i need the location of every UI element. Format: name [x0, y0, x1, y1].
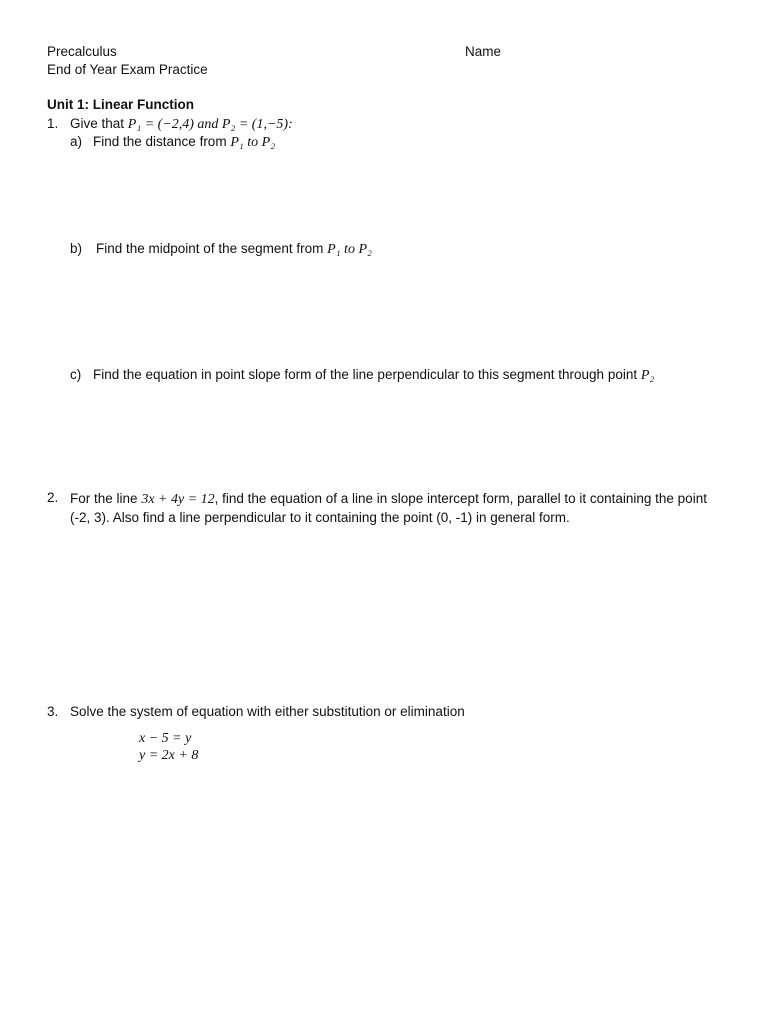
question-1c-label: c): [70, 367, 82, 382]
question-1a-label: a): [70, 134, 83, 149]
question-1-prompt: [70, 116, 293, 133]
question-2-math: 3x + 4y = 12: [141, 492, 215, 507]
question-1a-math: P₁ to P₂: [230, 135, 276, 150]
question-1c: [93, 367, 654, 384]
question-1b: [96, 241, 372, 258]
unit-title: Unit 1: Linear Function: [47, 97, 194, 112]
course-title: Precalculus: [47, 44, 117, 59]
question-1-text: Give that: [70, 116, 125, 131]
question-1c-math: P₂: [640, 368, 655, 383]
question-2: [70, 490, 730, 527]
question-1c-text: Find the equation in point slope form of the line perpendicular to this segment through point: [93, 367, 638, 382]
question-1-number: 1.: [47, 116, 59, 131]
question-2-text-before: For the line: [70, 491, 138, 506]
question-1b-math: P₁ to P₂: [327, 242, 372, 257]
question-3-text: Solve the system of equation with either substitution or elimination: [70, 704, 465, 719]
system-equation-2: y = 2x + 8: [139, 748, 199, 763]
question-1a-text: Find the distance from: [93, 134, 227, 149]
question-1a: [93, 134, 275, 151]
exam-subtitle: End of Year Exam Practice: [47, 62, 208, 77]
name-label: Name: [465, 44, 502, 59]
question-2-number: 2.: [47, 490, 59, 505]
question-3-number: 3.: [47, 704, 59, 719]
system-equation-1: x − 5 = y: [139, 731, 192, 746]
question-2-text-after: , find the equation of a line in slope intercept form, parallel to it containing the point (-2, 3). Also find a line perpendicular to it containing the point (0, -1) in general form.: [70, 491, 707, 525]
question-1b-label: b): [70, 241, 83, 256]
question-1b-text: Find the midpoint of the segment from: [96, 241, 324, 256]
question-1-math: P₁ = (−2,4) and P₂ = (1,−5):: [127, 117, 293, 132]
